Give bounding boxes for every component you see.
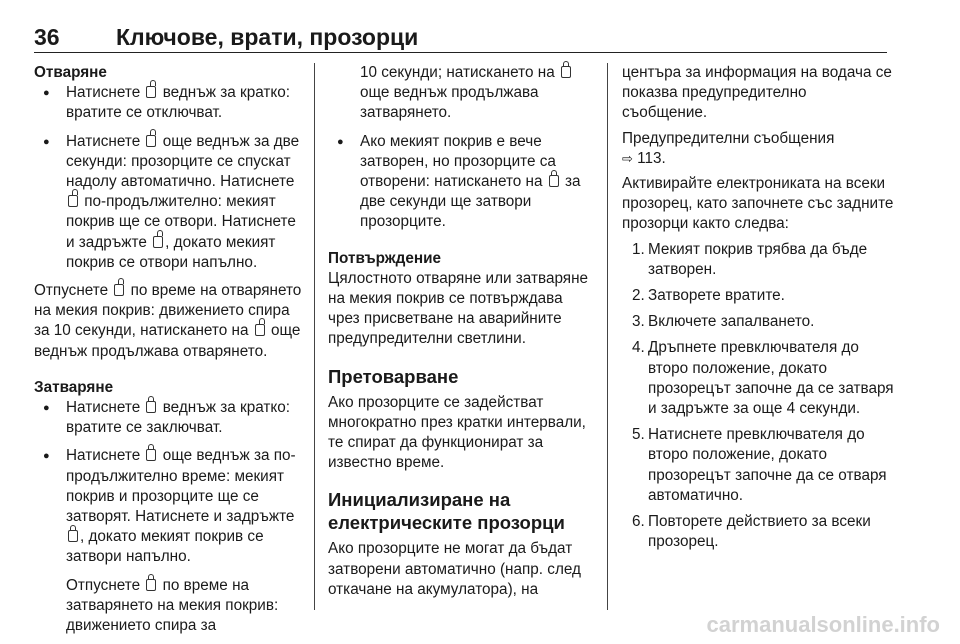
- reference-arrow-icon: ⇨: [622, 150, 633, 166]
- watermark: carmanualsonline.info: [706, 612, 940, 637]
- unlock-key-icon: [255, 324, 265, 336]
- unlock-key-icon: [146, 135, 156, 147]
- paragraph: центъра за информация на водача се показва предупредително съобщение.: [622, 64, 892, 122]
- page-reference[interactable]: ⇨ 113.: [622, 149, 666, 167]
- paragraph: Отпуснете по време на отварянето на мекия покрив: движението спира за 10 секунди, натискането на още веднъж продължава отварянето.: [34, 282, 302, 360]
- unlock-key-icon: [68, 195, 78, 207]
- step-item: 4. Дръпнете превключвателя до второ положение, докато прозорецът започне да се затваря и задръжте за още 4 секунди.: [632, 339, 894, 418]
- paragraph: Ако прозорците се задействат многократно през кратки интервали, те спират да функционират за известно време.: [328, 393, 586, 472]
- lock-key-icon: [561, 66, 571, 78]
- unlock-key-icon: [114, 284, 124, 296]
- lock-key-icon: [146, 449, 156, 461]
- paragraph: Предупредителни съобщения: [622, 129, 835, 147]
- unlock-key-icon: [146, 86, 156, 98]
- list-item: ● Натиснете веднъж за кратко: вратите се отключват.: [34, 83, 302, 123]
- lock-key-icon: [68, 530, 78, 542]
- page-number: 36: [34, 24, 60, 50]
- section-heading-opening: Отваряне: [34, 64, 107, 81]
- list-item: ● Натиснете още веднъж за по-продължително време: мекият покрив и прозорците ще се затворят. Натиснете и задръжте , докато мекият покрив се затвори напълно.: [34, 446, 302, 567]
- paragraph: Активирайте електрониката на всеки прозорец, като започнете със задните прозорци както следва:: [622, 175, 894, 233]
- unlock-key-icon: [153, 236, 163, 248]
- section-heading-closing: Затваряне: [34, 378, 114, 396]
- section-heading-overload: Претоварване: [328, 365, 459, 387]
- section-heading-initialization: Инициализиране на електрическите прозорци: [328, 489, 565, 534]
- column-divider: [314, 63, 315, 610]
- step-item: 2. Затворете вратите.: [632, 287, 785, 305]
- step-item: 6. Повторете действието за всеки прозорец.: [632, 513, 871, 551]
- list-item-continuation: Отпуснете по време на затварянето на мекия покрив: движението спира за: [66, 576, 279, 635]
- list-item: ● Натиснете още веднъж за две секунди: прозорците се спускат надолу автоматично. Натиснете по-продължително: мекият покрив ще се отвори. Натиснете и задръжте , докато мекият покрив се отвори напълно.: [34, 132, 302, 273]
- step-item: 3. Включете запалването.: [632, 313, 815, 331]
- paragraph: Цялостното отваряне или затваряне на мекия покрив се потвърждава чрез присветване на аварийните предупредителни светлини.: [328, 269, 589, 348]
- page-title: Ключове, врати, прозорци: [116, 24, 419, 50]
- list-item-continuation: 10 секунди; натискането на още веднъж продължава затварянето.: [328, 63, 590, 124]
- lock-key-icon: [146, 401, 156, 413]
- page-header: [34, 14, 887, 53]
- column-right: [622, 63, 894, 558]
- lock-key-icon: [146, 579, 156, 591]
- list-item: ● Натиснете веднъж за кратко: вратите се заключват.: [34, 398, 302, 438]
- paragraph: Ако прозорците не могат да бъдат затворени автоматично (напр. след откачане на акумулатора), на: [328, 540, 581, 598]
- column-middle: [328, 63, 590, 605]
- column-left: [34, 63, 302, 644]
- column-divider: [607, 63, 608, 610]
- list-item: ● Ако мекият покрив е вече затворен, но прозорците са отворени: натискането на за две секунди ще затвори прозорците.: [328, 132, 590, 233]
- step-item: 1. Мекият покрив трябва да бъде затворен.: [632, 240, 868, 278]
- step-item: 5. Натиснете превключвателя до второ положение, докато прозорецът започне да се отваря автоматично.: [632, 426, 887, 504]
- section-heading-confirmation: Потвърждение: [328, 249, 441, 267]
- lock-key-icon: [549, 175, 559, 187]
